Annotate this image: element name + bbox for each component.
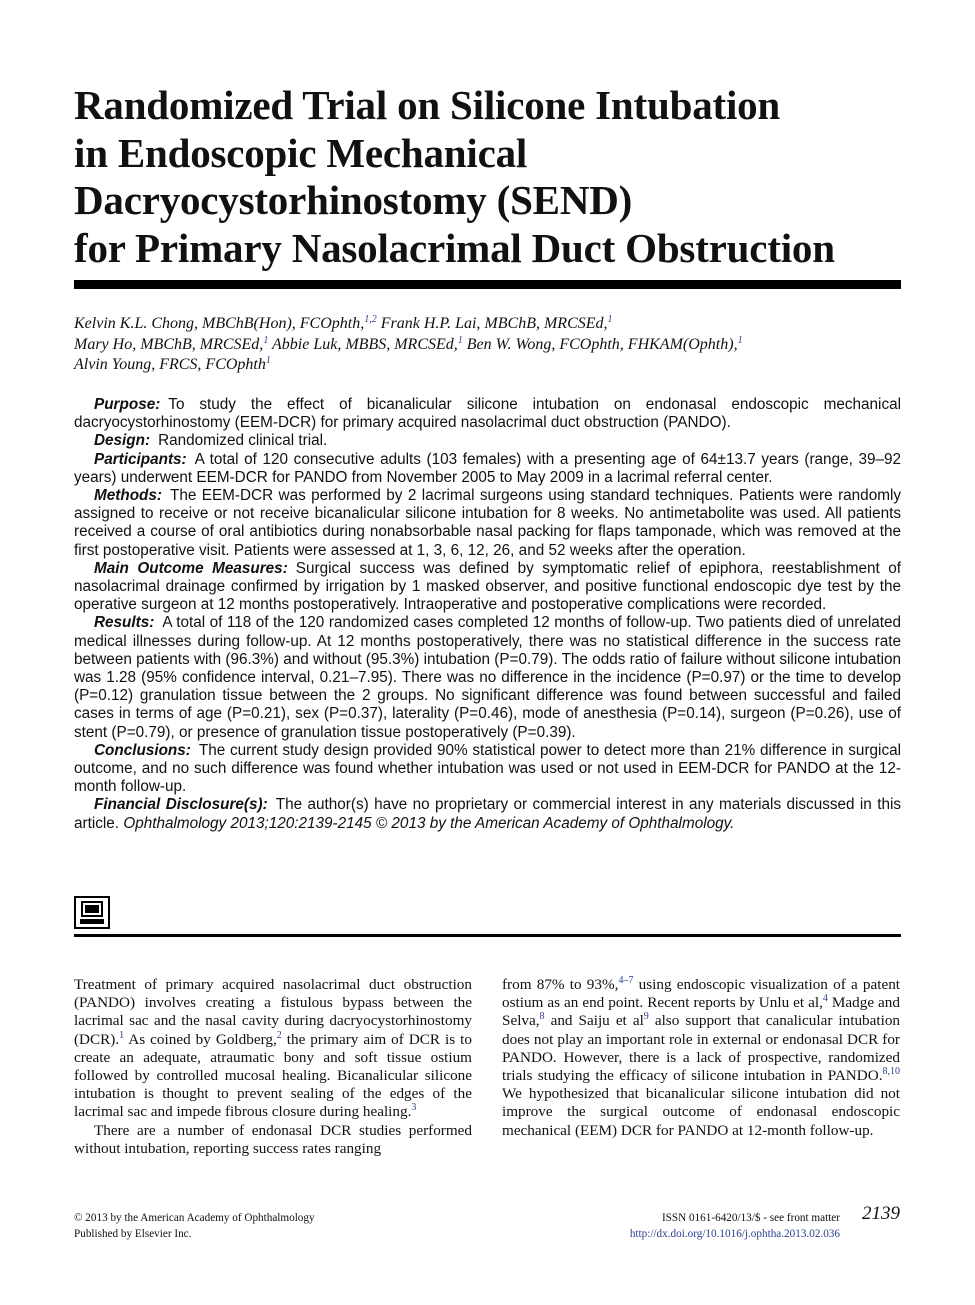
section-label: Main Outcome Measures:: [94, 559, 288, 577]
body-column-left: [74, 976, 472, 1158]
monitor-icon[interactable]: [74, 896, 110, 929]
body-text: Treatment of primary acquired nasolacrimal duct obstruction (PANDO) involves creating a fistulous bypass between the lacrimal sac and the nasal cavity during dacryocystorhinostomy (DCR).: [74, 976, 472, 1048]
section-text: Randomized clinical trial.: [158, 432, 328, 450]
author-name: Alvin Young, FRCS, FCOphth: [74, 356, 266, 373]
affiliation-ref[interactable]: 1,2: [364, 314, 377, 325]
reference-link[interactable]: 4–7: [618, 975, 634, 986]
author-line: [74, 314, 914, 335]
reference-link[interactable]: 2: [276, 1029, 282, 1041]
reference-link[interactable]: 4: [822, 993, 828, 1005]
reference-link[interactable]: 9: [643, 1011, 649, 1023]
body-paragraph: [74, 976, 472, 1122]
body-text: also support that canalicular intubation does not play an important role in external or endonasal DCR for PANDO. However, there is a lack of prospective, randomized trials studying the efficacy of silicone intubation in PANDO.: [502, 1012, 901, 1085]
section-text: The current study design provided 90% statistical power to detect more than 21% difference in surgical outcome, and no such difference was found whether intubation was used or not used in EEM-DCR for PANDO at the 12-month follow-up.: [74, 741, 901, 796]
author-list: [74, 314, 914, 376]
section-text: The EEM-DCR was performed by 2 lacrimal surgeons using standard techniques. Patients were randomly assigned to receive or not receive bicanalicular silicone intubation for 8 weeks. No antimetabolite was used. All patients received a course of oral antibiotics during nonabsorbable nasal packing for flaps tamponade, which was removed at the first postoperative visit. Patients were assessed at 1, 3, 6, 12, 26, and 52 weeks after the operation.: [74, 487, 901, 559]
abstract-results: [74, 614, 901, 741]
author-name: Kelvin K.L. Chong, MBChB(Hon), FCOphth,: [74, 315, 365, 332]
affiliation-ref[interactable]: 1: [607, 314, 613, 325]
footer-left: [74, 1210, 315, 1242]
reference-link[interactable]: 1: [119, 1029, 125, 1041]
page-number: 2139: [862, 1203, 900, 1224]
affiliation-ref[interactable]: 1: [263, 334, 269, 346]
section-text: A total of 120 consecutive adults (103 females) with a presenting age of 64±13.7 years (range, 39–92 years) underwent EEM-DCR for PANDO from November 2005 to May 2009 in a lacrimal referral center.: [74, 450, 901, 486]
body-paragraph: [502, 976, 900, 1140]
section-text: Surgical success was defined by symptomatic relief of epiphora, reestablishment of nasolacrimal drainage confirmed by irrigation by 1 masked observer, and positive functional endoscopic dye test by the operative surgeon at 12 months postoperatively. Intraoperative and postoperative complications were recorded.: [74, 559, 902, 614]
section-text: The author(s) have no proprietary or commercial interest in any materials discussed in this article.: [74, 796, 902, 832]
affiliation-ref[interactable]: 1: [737, 334, 743, 346]
issn-line: ISSN 0161-6420/13/$ - see front matter: [661, 1212, 840, 1224]
article-title: [74, 82, 904, 272]
body-text: from 87% to 93%,: [502, 976, 619, 993]
footer-right: [630, 1210, 840, 1242]
author-name: Abbie Luk, MBBS, MRCSEd,: [268, 335, 458, 353]
affiliation-ref[interactable]: 1: [265, 355, 271, 366]
body-text: the primary aim of DCR is to create an adequate, atraumatic bony and soft tissue ostium followed by controlled mucosal healing. Bicanalicular silicone intubation is thought to prevent sealing of the edges of the lacrimal sac and impede fibrous closure during healing.: [74, 1030, 472, 1121]
reference-link[interactable]: 8: [539, 1011, 545, 1023]
journal-citation[interactable]: Ophthalmology 2013;120:2139-2145 © 2013 by the American Academy of Ophthalmology.: [123, 814, 735, 832]
copyright-line: © 2013 by the American Academy of Ophthalmology: [74, 1212, 315, 1224]
title-line: in Endoscopic Mechanical: [74, 129, 528, 176]
body-text: We hypothesized that bicanalicular silicone intubation did not improve the surgical outcome of endonasal endoscopic mechanical (EEM) DCR for PANDO at 12-month follow-up.: [502, 1085, 900, 1139]
reference-link[interactable]: 8,10: [882, 1066, 900, 1078]
monitor-icon-graphic: [74, 896, 110, 929]
title-line: for Primary Nasolacrimal Duct Obstruction: [74, 224, 835, 271]
section-label: Results:: [94, 614, 155, 632]
section-text: To study the effect of bicanalicular silicone intubation on endonasal endoscopic mechanical dacryocystorhinostomy (EEM-DCR) for primary acquired nasolacrimal duct obstruction (PANDO).: [74, 396, 901, 432]
title-line: Randomized Trial on Silicone Intubation: [74, 82, 781, 128]
author-name: Mary Ho, MBChB, MRCSEd,: [74, 335, 264, 353]
section-label: Participants:: [94, 450, 187, 468]
body-text: As coined by Goldberg,: [124, 1030, 277, 1048]
section-text: A total of 118 of the 120 randomized cases completed 12 months of follow-up. Two patients died of unrelated medical illnesses during follow-up. At 12 months postoperatively, there was no statistical difference in the success rate between patients with (96.3%) and without (95.3%) intubation (P=0.79). The odds ratio of failure without silicone intubation was 1.28 (95% confidence interval, 0.21–7.95). There was no difference in the incidence (P=0.97) or the time to develop (P=0.12) granulation tissue between the 2 groups. No significant difference was found between successful and failed cases in terms of age (P=0.21), sex (P=0.37), laterality (P=0.46), mode of anesthesia (P=0.14), surgeon (P=0.26), use of stent (P=0.79), or presence of granulation tissue postoperatively (P=0.39).: [74, 614, 901, 741]
doi-link[interactable]: http://dx.doi.org/10.1016/j.ophtha.2013.02.036: [629, 1228, 840, 1240]
affiliation-ref[interactable]: 1: [457, 334, 463, 346]
author-line: [74, 335, 914, 356]
title-divider: [74, 280, 901, 289]
body-text: using endoscopic visualization of a patent ostium as an end point. Recent reports by Unlu et al,: [502, 976, 901, 1012]
body-paragraph: There are a number of endonasal DCR studies performed without intubation, reporting success rates ranging: [74, 1121, 472, 1157]
author-name: Frank H.P. Lai, MBChB, MRCSEd,: [376, 315, 608, 332]
publisher-line: Published by Elsevier Inc.: [74, 1228, 192, 1240]
abstract: [74, 396, 901, 833]
abstract-outcome-measures: [74, 560, 901, 615]
body-text: and Saiju et al: [544, 1012, 644, 1030]
title-line: Dacryocystorhinostomy (SEND): [74, 177, 633, 223]
section-label: Financial Disclosure(s):: [94, 796, 268, 814]
section-label: Conclusions:: [94, 741, 191, 759]
abstract-conclusions: [74, 742, 901, 797]
author-line: [74, 355, 914, 376]
body-text: Madge and Selva,: [502, 994, 900, 1030]
abstract-disclosure: [74, 796, 901, 832]
reference-link[interactable]: 3: [411, 1102, 417, 1114]
section-label: Methods:: [94, 487, 162, 505]
abstract-purpose: [74, 396, 901, 432]
section-label: Purpose:: [94, 396, 161, 413]
abstract-participants: [74, 451, 901, 487]
section-label: Design:: [94, 432, 151, 450]
author-name: Ben W. Wong, FCOphth, FHKAM(Ophth),: [462, 335, 738, 353]
abstract-divider: [74, 934, 901, 937]
abstract-methods: [74, 487, 901, 560]
body-column-right: [502, 976, 900, 1140]
abstract-design: [74, 432, 901, 450]
